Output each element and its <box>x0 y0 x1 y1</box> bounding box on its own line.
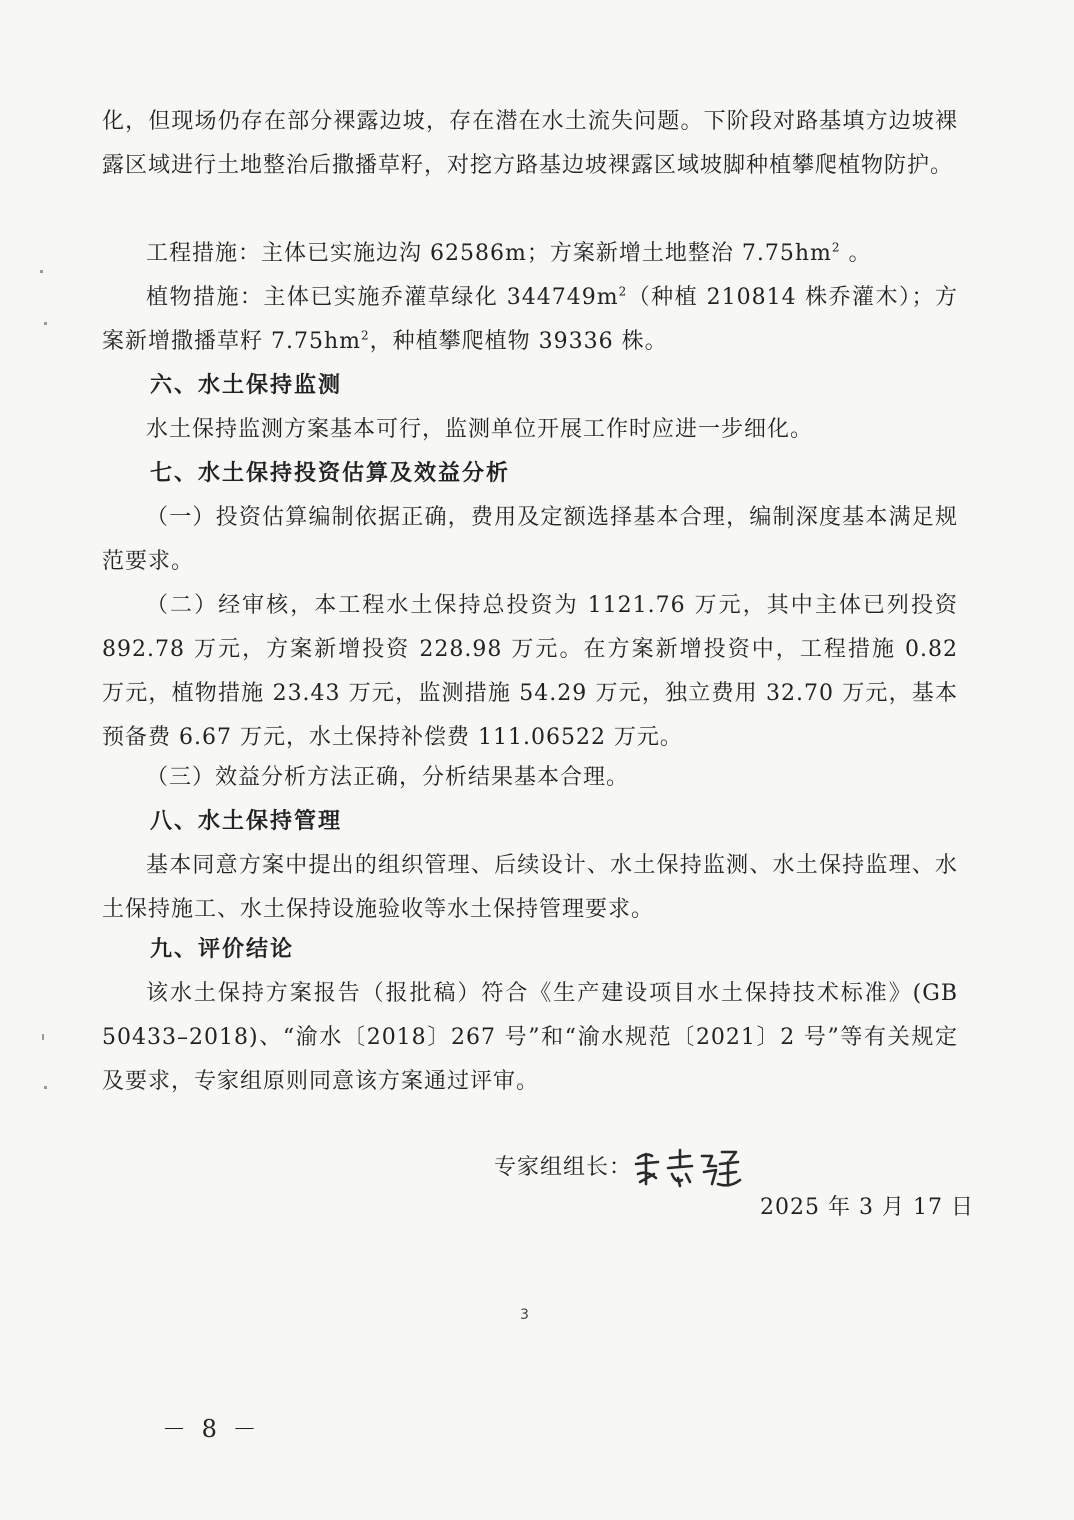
paragraph-benefit-analysis: （三）效益分析方法正确，分析结果基本合理。 <box>146 765 630 790</box>
engineering-measures-text: 工程措施：主体已实施边沟 62586m；方案新增土地整治 7.75hm <box>146 241 832 266</box>
superscript: 2 <box>361 328 370 343</box>
heading-conclusion: 九、评价结论 <box>150 937 295 962</box>
paragraph-management: 基本同意方案中提出的组织管理、后续设计、水土保持监测、水土保持监理、水土保持施工、水土保持设施验收等水土保持管理要求。 <box>102 853 958 922</box>
scan-speck <box>40 270 43 273</box>
superscript: 2 <box>831 240 841 255</box>
paragraph-continuation: 化，但现场仍存在部分裸露边坡，存在潜在水土流失问题。下阶段对路基填方边坡裸露区域进行土地整治后撒播草籽，对挖方路基边坡裸露区域坡脚种植攀爬植物防护。 <box>102 109 958 178</box>
handwritten-signature <box>632 1144 742 1192</box>
paragraph-engineering-measures <box>102 232 958 276</box>
engineering-measures-end: 。 <box>840 241 872 266</box>
inner-page-number: 3 <box>520 1307 529 1323</box>
heading-monitoring: 六、水土保持监测 <box>150 373 343 398</box>
scan-speck <box>44 322 47 325</box>
outer-page-number: － 8 － <box>162 1415 261 1443</box>
scan-speck <box>42 1034 44 1040</box>
signature-label: 专家组组长： <box>494 1155 633 1180</box>
heading-management: 八、水土保持管理 <box>150 809 343 834</box>
heading-investment: 七、水土保持投资估算及效益分析 <box>150 461 511 486</box>
paragraph-conclusion: 该水土保持方案报告（报批稿）符合《生产建设项目水土保持技术标准》(GB 50433–2018)、“渝水〔2018〕267 号”和“渝水规范〔2021〕2 号”等有关规定及要求，专家组原则同意该方案通过评审。 <box>102 981 958 1094</box>
paragraph-investment-total: （二）经审核，本工程水土保持总投资为 1121.76 万元，其中主体已列投资 892.78 万元，方案新增投资 228.98 万元。在方案新增投资中，工程措施 0.82 万元，植物措施 23.43 万元，监测措施 54.29 万元，独立费用 32.70 万元，基本预备费 6.67 万元，水土保持补偿费 111.06522 万元。 <box>102 593 958 750</box>
paragraph-monitoring: 水土保持监测方案基本可行，监测单位开展工作时应进一步细化。 <box>146 417 814 442</box>
paragraph-investment-basis: （一）投资估算编制依据正确，费用及定额选择基本合理，编制深度基本满足规范要求。 <box>102 505 958 574</box>
superscript: 2 <box>618 284 628 299</box>
paragraph-plant-measures <box>102 276 958 364</box>
plant-measures-text-c: ，种植攀爬植物 39336 株。 <box>369 329 668 354</box>
signing-date: 2025 年 3 月 17 日 <box>760 1195 974 1220</box>
plant-measures-text-a: 植物措施：主体已实施乔灌草绿化 344749m <box>146 285 619 310</box>
plant-measures-text-b: （种植 210814 株乔灌木）；方案新增撒播草籽 7.75hm <box>102 285 958 354</box>
scan-speck <box>44 1086 47 1089</box>
